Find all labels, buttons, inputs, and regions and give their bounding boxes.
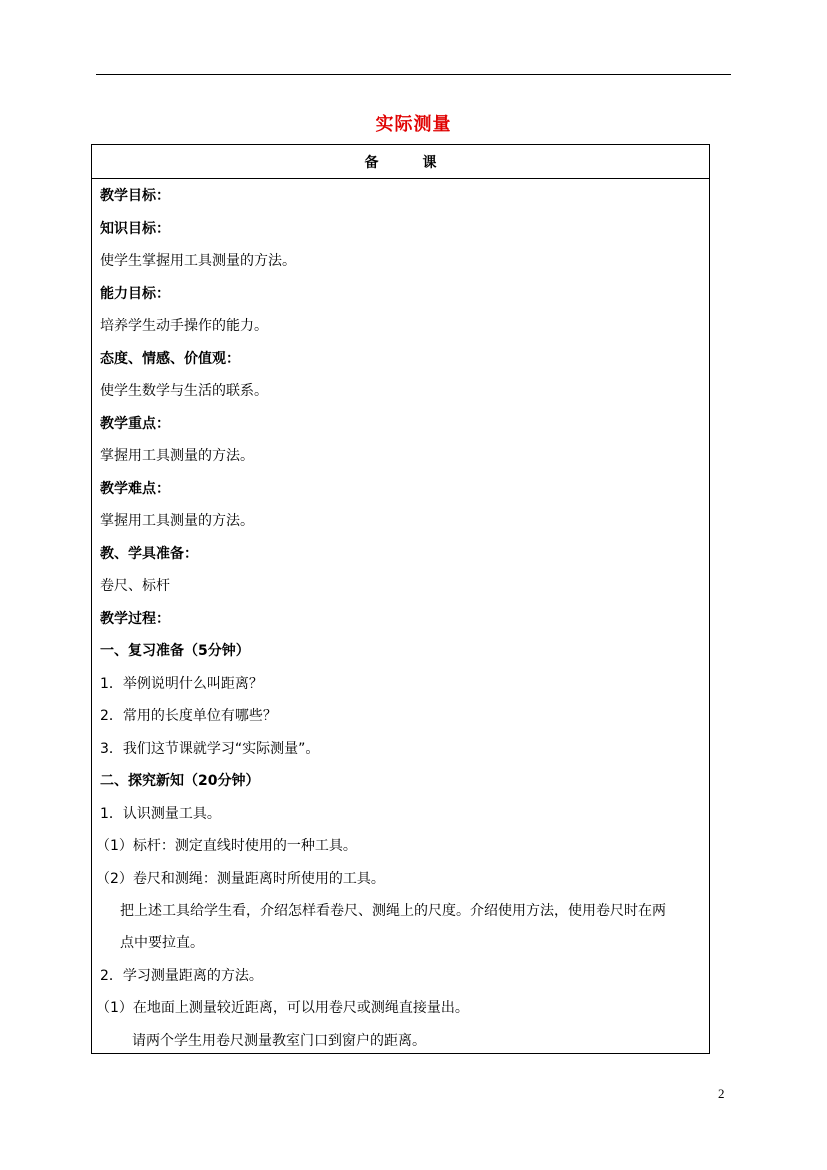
lesson-plan-table — [91, 144, 710, 1054]
text-key-points: 掌握用工具测量的方法。 — [100, 448, 254, 464]
heading-ability-goals: 能力目标： — [100, 286, 170, 302]
heading-attitude: 态度、情感、价值观： — [100, 351, 240, 367]
heading-key-points: 教学重点： — [100, 416, 170, 432]
text-ability-goal: 培养学生动手操作的能力。 — [100, 318, 268, 334]
review-item-1: 1．举例说明什么叫距离？ — [100, 676, 263, 692]
heading-knowledge-goals: 知识目标： — [100, 221, 170, 237]
explore-item-2: 2．学习测量距离的方法。 — [100, 968, 263, 984]
review-item-2: 2．常用的长度单位有哪些？ — [100, 708, 277, 724]
heading-process: 教学过程： — [100, 611, 170, 627]
explore-activity: 请两个学生用卷尺测量教室门口到窗户的距离。 — [132, 1033, 426, 1049]
heading-materials: 教、学具准备： — [100, 546, 198, 562]
heading-teaching-goals: 教学目标： — [100, 188, 170, 204]
table-header — [92, 145, 709, 179]
explore-sub-2: （2）卷尺和测绳：测量距离时所使用的工具。 — [96, 871, 385, 887]
explore-sub-1: （1）标杆：测定直线时使用的一种工具。 — [96, 838, 357, 854]
explore-item-1: 1．认识测量工具。 — [100, 806, 221, 822]
document-title: 实际测量 — [375, 114, 452, 135]
text-knowledge-goal: 使学生掌握用工具测量的方法。 — [100, 253, 296, 269]
section-explore: 二、探究新知（20分钟） — [100, 773, 260, 789]
header-left: 备 — [364, 154, 379, 171]
explore-para-line-2: 点中要拉直。 — [120, 935, 204, 951]
header-rule — [96, 74, 731, 75]
page-number: 2 — [718, 1086, 725, 1101]
text-materials: 卷尺、标杆 — [100, 578, 170, 594]
text-attitude: 使学生数学与生活的联系。 — [100, 383, 268, 399]
review-item-3: 3．我们这节课就学习“实际测量”。 — [100, 741, 320, 757]
heading-difficulties: 教学难点： — [100, 481, 170, 497]
explore-sub-3: （1）在地面上测量较近距离，可以用卷尺或测绳直接量出。 — [96, 1000, 469, 1016]
section-review: 一、复习准备（5分钟） — [100, 643, 250, 659]
explore-para-line-1: 把上述工具给学生看，介绍怎样看卷尺、测绳上的尺度。介绍使用方法，使用卷尺时在两 — [120, 903, 666, 919]
text-difficulties: 掌握用工具测量的方法。 — [100, 513, 254, 529]
header-right: 课 — [422, 154, 437, 171]
